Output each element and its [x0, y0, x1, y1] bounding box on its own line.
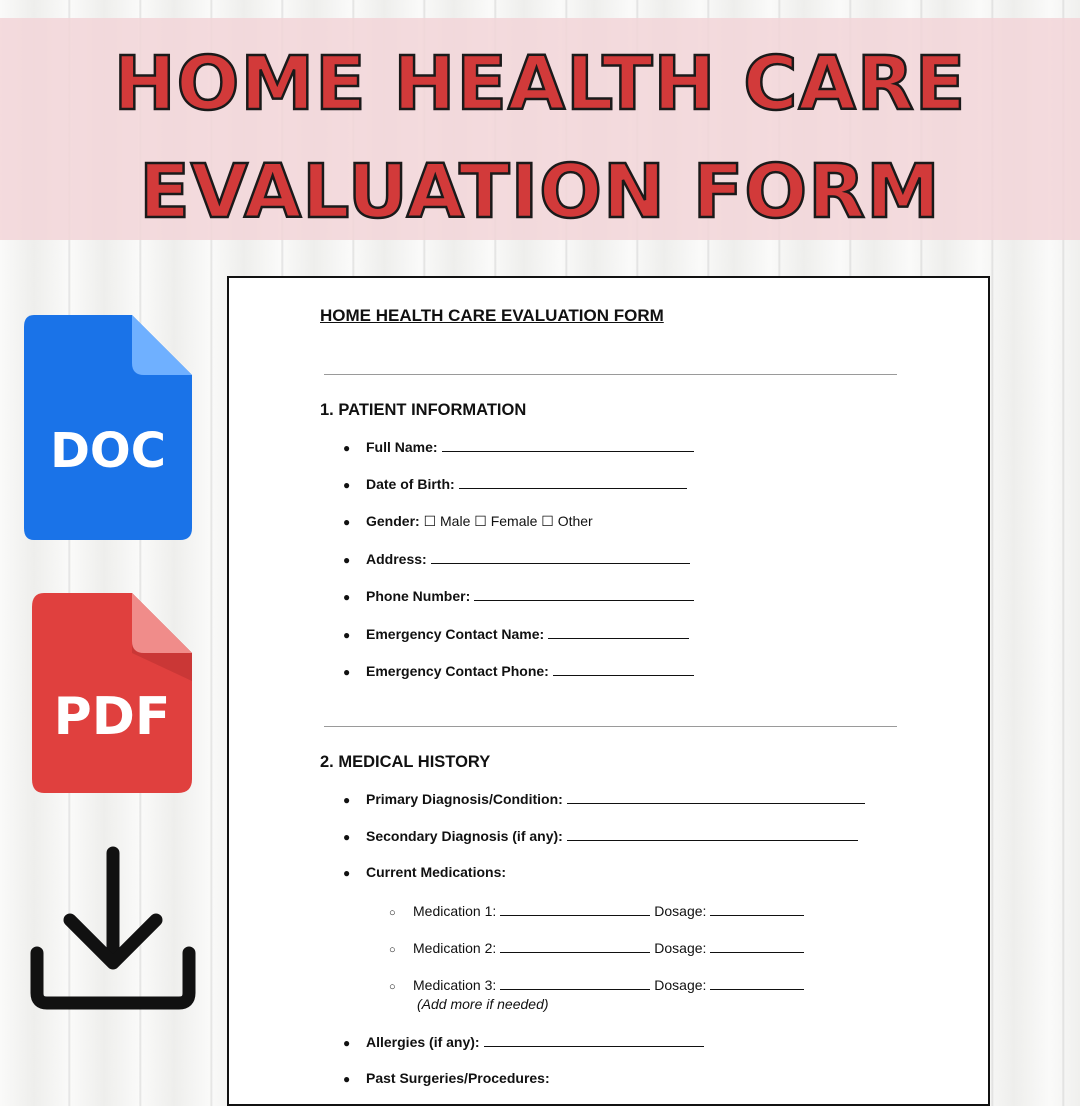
section-patient-information-title: 1. PATIENT INFORMATION	[320, 401, 527, 419]
field-gender[interactable]: ● Gender: ☐ Male ☐ Female ☐ Other	[343, 513, 593, 529]
divider	[324, 726, 897, 727]
dosage-1-input-line[interactable]	[710, 902, 804, 916]
field-allergies[interactable]: ● Allergies (if any):	[343, 1033, 704, 1050]
doc-file-icon	[24, 315, 192, 540]
field-phone-number[interactable]: ● Phone Number:	[343, 587, 694, 604]
section-medical-history-title: 2. MEDICAL HISTORY	[320, 753, 491, 771]
field-secondary-diagnosis[interactable]: ● Secondary Diagnosis (if any):	[343, 827, 858, 844]
medication-row-2[interactable]: ○ Medication 2: Dosage:	[389, 939, 808, 956]
doc-label: DOC	[50, 423, 166, 479]
primary-diagnosis-input-line[interactable]	[567, 790, 865, 804]
medication-row-3[interactable]: ○ Medication 3: Dosage:	[389, 976, 808, 993]
banner-title-line-2: EVALUATION FORM	[139, 149, 941, 235]
field-primary-diagnosis[interactable]: ● Primary Diagnosis/Condition:	[343, 790, 865, 807]
dosage-2-input-line[interactable]	[710, 939, 804, 953]
medication-1-input-line[interactable]	[500, 902, 650, 916]
field-past-surgeries[interactable]: ● Past Surgeries/Procedures:	[343, 1070, 550, 1086]
phone-input-line[interactable]	[474, 587, 694, 601]
field-current-medications: ● Current Medications:	[343, 864, 507, 880]
field-address[interactable]: ● Address:	[343, 550, 690, 567]
pdf-file-icon	[32, 593, 192, 793]
medication-row-1[interactable]: ○ Medication 1: Dosage:	[389, 902, 808, 919]
medication-2-input-line[interactable]	[500, 939, 650, 953]
banner-title-line-1: HOME HEALTH CARE	[113, 41, 967, 127]
address-input-line[interactable]	[431, 550, 690, 564]
medication-3-input-line[interactable]	[500, 976, 650, 990]
field-full-name[interactable]: ● Full Name:	[343, 438, 694, 455]
pdf-label: PDF	[53, 687, 171, 747]
download-icon	[30, 845, 196, 1010]
gender-options[interactable]: ☐ Male ☐ Female ☐ Other	[423, 513, 593, 529]
form-title: HOME HEALTH CARE EVALUATION FORM	[320, 306, 664, 325]
field-emergency-contact-name[interactable]: ● Emergency Contact Name:	[343, 625, 689, 642]
add-more-note: (Add more if needed)	[417, 996, 549, 1012]
dob-input-line[interactable]	[459, 475, 687, 489]
allergies-input-line[interactable]	[484, 1033, 704, 1047]
banner-title	[0, 30, 1080, 246]
full-name-input-line[interactable]	[442, 438, 694, 452]
emergency-phone-input-line[interactable]	[553, 662, 694, 676]
divider	[324, 374, 897, 375]
emergency-name-input-line[interactable]	[548, 625, 689, 639]
dosage-3-input-line[interactable]	[710, 976, 804, 990]
secondary-diagnosis-input-line[interactable]	[567, 827, 858, 841]
field-emergency-contact-phone[interactable]: ● Emergency Contact Phone:	[343, 662, 694, 679]
form-document-page	[227, 276, 990, 1106]
field-date-of-birth[interactable]: ● Date of Birth:	[343, 475, 687, 492]
